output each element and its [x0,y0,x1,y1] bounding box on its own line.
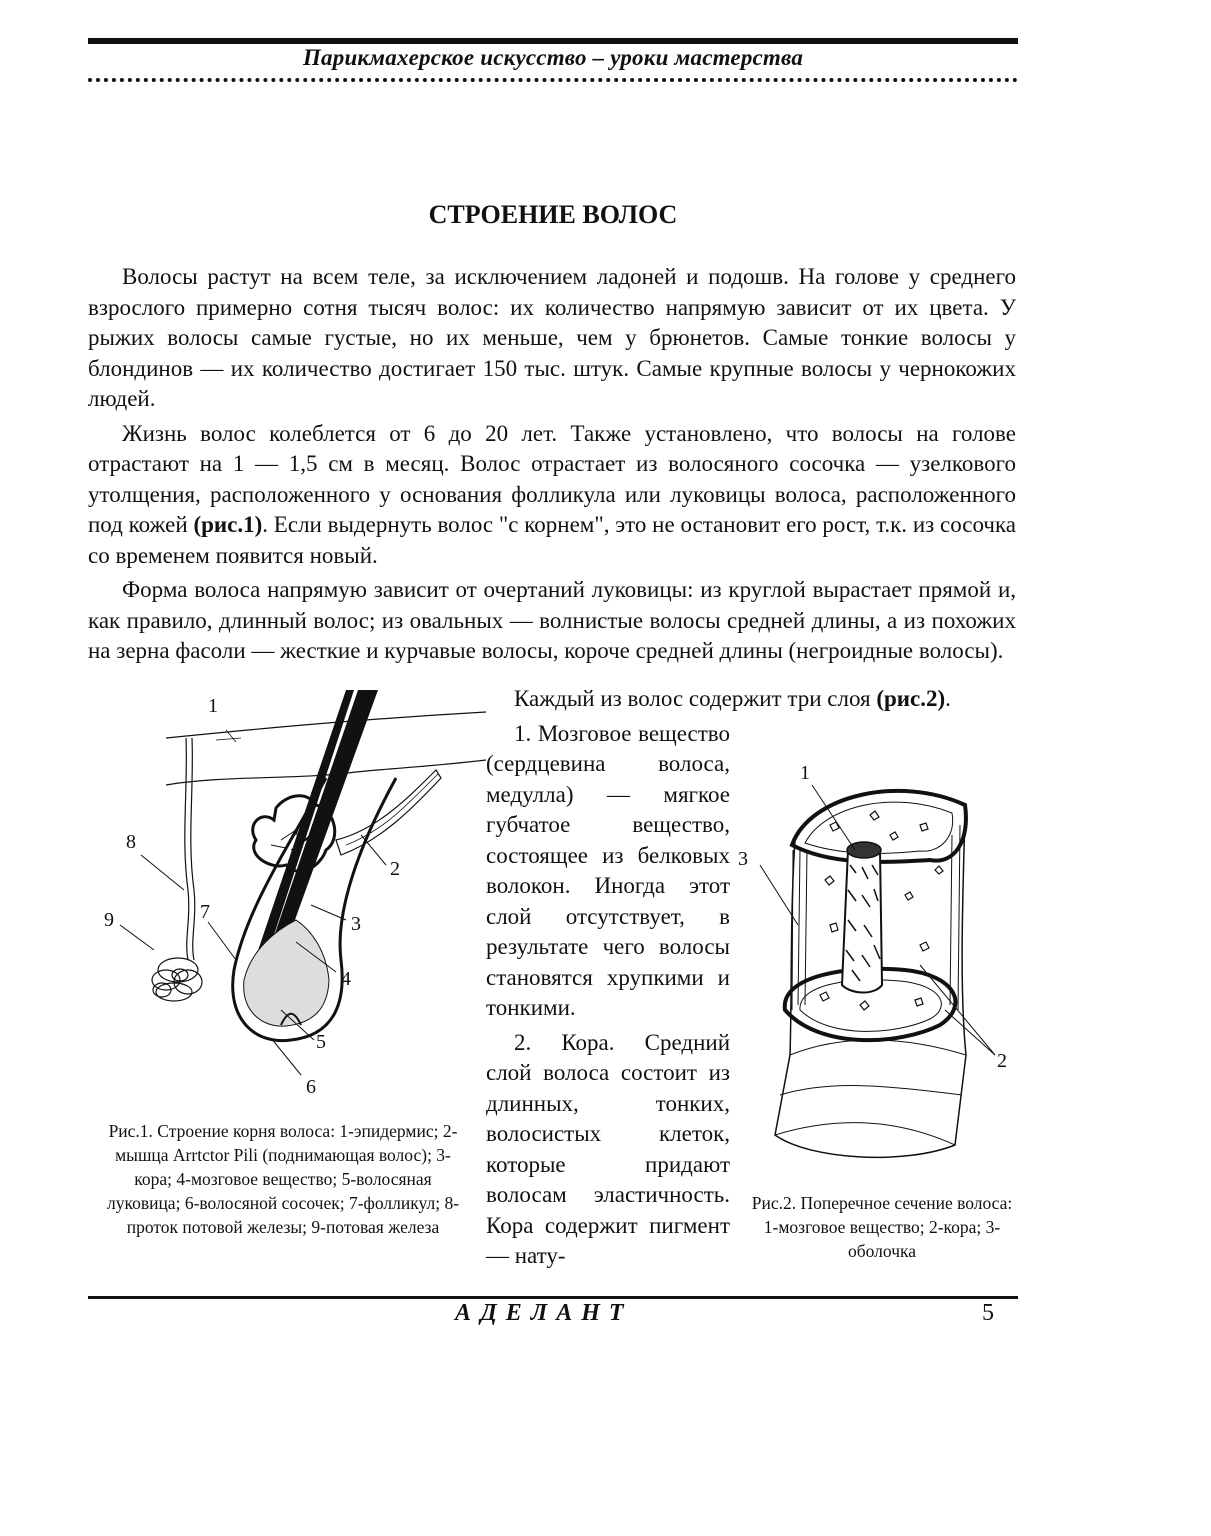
page-title: СТРОЕНИЕ ВОЛОС [428,200,678,229]
figure-1-reference: (рис.1) [193,512,263,537]
figure-1-label-6: 6 [306,1076,316,1098]
paragraph-5: 1. Мозговое вещество (сердцевина волоса, медулла) — мягкое губчатое вещество, состоящее из белковых волокон. Иногда этот слой отсутствует, в результате чего волосы становятся хрупкими и тонкими. [486,720,730,1020]
figure-1-label-9: 9 [104,909,114,931]
figure-1-label-2: 2 [390,858,400,880]
figure-2-reference: (рис.2) [876,686,946,711]
page-number: 5 [982,1300,994,1326]
footer-rule [88,1296,1018,1299]
figure-2-label-1: 1 [800,762,810,784]
figure-2-caption: Рис.2. Поперечное сечение волоса: 1-мозговое вещество; 2-кора; 3-оболочка [751,1193,1013,1261]
paragraph-2-text: Жизнь волос колеблется от 6 до 20 лет. Также установлено, что волосы на голове отрастают на 1 — 1,5 см в месяц. Волос отрастает из волосяного сосочка — узелкового утолщения, расположенного у основания фолликула или луковицы волоса, расположенного под кожей [88,420,1016,537]
running-header: Парикмахерское искусство – уроки мастерства [302,45,804,70]
paragraph-4 [486,684,1014,715]
figure-2-cross-section-diagram [730,755,1030,1175]
figure-1-label-4: 4 [341,968,351,990]
paragraph-3: Форма волоса напрямую зависит от очертаний луковицы: из круглой вырастает прямой и, как правило, длинный волос; из овальных — волнистые волосы средней длины, а из похожих на зерна фасоли — жесткие и курчавые волосы, короче средней длины (негроидные волосы). [88,577,1016,663]
header-dotted-rule [88,78,1018,82]
paragraph-1: Волосы растут на всем теле, за исключением ладоней и подошв. На голове у среднего взрослого примерно сотня тысяч волос: их количество напрямую зависит от их цвета. У рыжих волосы самые густые, но их меньше, чем у брюнетов. Самые тонкие волосы у блондинов — их количество достигает 150 тыс. штук. Самые крупные волосы у чернокожих людей. [88,264,1016,411]
paragraph-2 [88,419,1016,572]
header-rule [88,38,1018,44]
article-body [88,262,1016,671]
figure-1-hair-root-diagram [96,690,486,1110]
publisher-name: АДЕЛАНТ [455,1300,633,1326]
figure-1-label-1: 1 [208,695,218,717]
figure-1-label-3: 3 [351,913,361,935]
figure-1-label-5: 5 [316,1031,326,1053]
figure-1-label-8: 8 [126,831,136,853]
paragraph-4-text-end: . [945,686,951,711]
paragraph-2-text-end: . Если выдернуть волос "с корнем", это не остановит его рост, т.к. из сосочка со временем появится новый. [88,512,1017,568]
figure-1-caption: Рис.1. Строение корня волоса: 1-эпидермис; 2-мышца Arrtctor Pili (поднимающая волос); 3-кора; 4-мозговое вещество; 5-волосяная луковица; 6-волосяной сосочек; 7-фолликул; 8-проток потовой железы; 9-потовая железа [106,1121,460,1237]
paragraph-4-text: Каждый из волос содержит три слоя [514,686,877,711]
figure-2-label-2: 2 [997,1050,1007,1072]
figure-2-label-3: 3 [738,848,748,870]
figure-1-label-7: 7 [200,901,210,923]
paragraph-6: 2. Кора. Средний слой волоса состоит из длинных, тонких, волосистых клеток, которые придают волосам эластичность. Кора содержит пигмент — нату- [486,1029,730,1268]
